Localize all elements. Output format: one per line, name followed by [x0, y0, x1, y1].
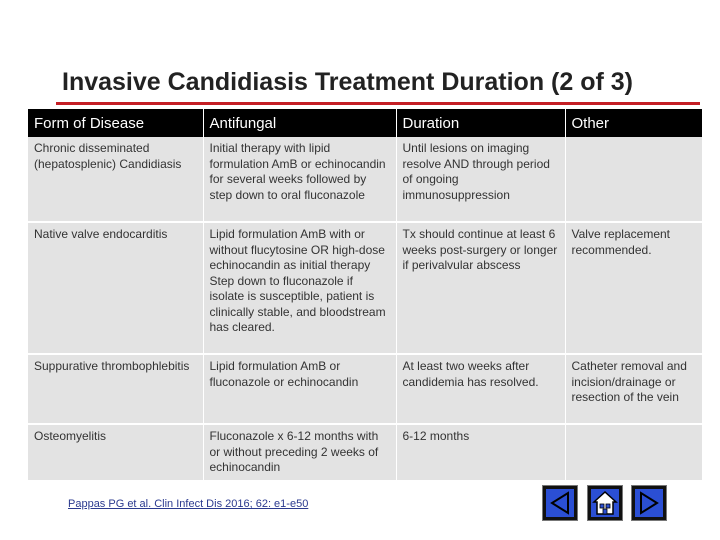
- header-form-of-disease: Form of Disease: [28, 109, 203, 137]
- table-row: [28, 137, 702, 222]
- cell-other: Valve replacement recommended.: [565, 222, 702, 354]
- slide-title: Invasive Candidiasis Treatment Duration (2 of 3): [62, 68, 633, 96]
- cell-duration: Until lesions on imaging resolve AND through period of ongoing immunosuppression: [396, 137, 565, 222]
- cell-disease: Chronic disseminated (hepatosplenic) Candidiasis: [28, 137, 203, 222]
- cell-antifungal: Lipid formulation AmB or fluconazole or echinocandin: [203, 354, 396, 424]
- cell-duration: 6-12 months: [396, 424, 565, 481]
- cell-antifungal: Initial therapy with lipid formulation AmB or echinocandin for several weeks followed by step down to oral fluconazole: [203, 137, 396, 222]
- table-row: [28, 424, 702, 481]
- previous-slide-button[interactable]: [543, 486, 577, 520]
- table-row: [28, 222, 702, 354]
- title-underline: [56, 102, 700, 105]
- home-button[interactable]: [588, 486, 622, 520]
- cell-disease: Suppurative thrombophlebitis: [28, 354, 203, 424]
- header-other: Other: [565, 109, 702, 137]
- citation-link[interactable]: Pappas PG et al. Clin Infect Dis 2016; 62: e1-e50: [68, 498, 309, 510]
- cell-antifungal: Fluconazole x 6-12 months with or without preceding 2 weeks of echinocandin: [203, 424, 396, 481]
- treatment-table: [28, 109, 702, 482]
- cell-duration: At least two weeks after candidemia has resolved.: [396, 354, 565, 424]
- header-antifungal: Antifungal: [203, 109, 396, 137]
- cell-other: Catheter removal and incision/drainage or resection of the vein: [565, 354, 702, 424]
- table-header-row: [28, 109, 702, 137]
- cell-antifungal: Lipid formulation AmB with or without flucytosine OR high-dose echinocandin as initial therapy Step down to fluconazole if isolate is susceptible, patient is clinically stable, and bloodstream has cleared.: [203, 222, 396, 354]
- cell-other: [565, 137, 702, 222]
- cell-other: [565, 424, 702, 481]
- home-icon: [591, 489, 619, 517]
- next-arrow-icon: [635, 489, 663, 517]
- cell-disease: Osteomyelitis: [28, 424, 203, 481]
- next-slide-button[interactable]: [632, 486, 666, 520]
- table-row: [28, 354, 702, 424]
- cell-disease: Native valve endocarditis: [28, 222, 203, 354]
- previous-arrow-icon: [546, 489, 574, 517]
- cell-duration: Tx should continue at least 6 weeks post-surgery or longer if perivalvular abscess: [396, 222, 565, 354]
- header-duration: Duration: [396, 109, 565, 137]
